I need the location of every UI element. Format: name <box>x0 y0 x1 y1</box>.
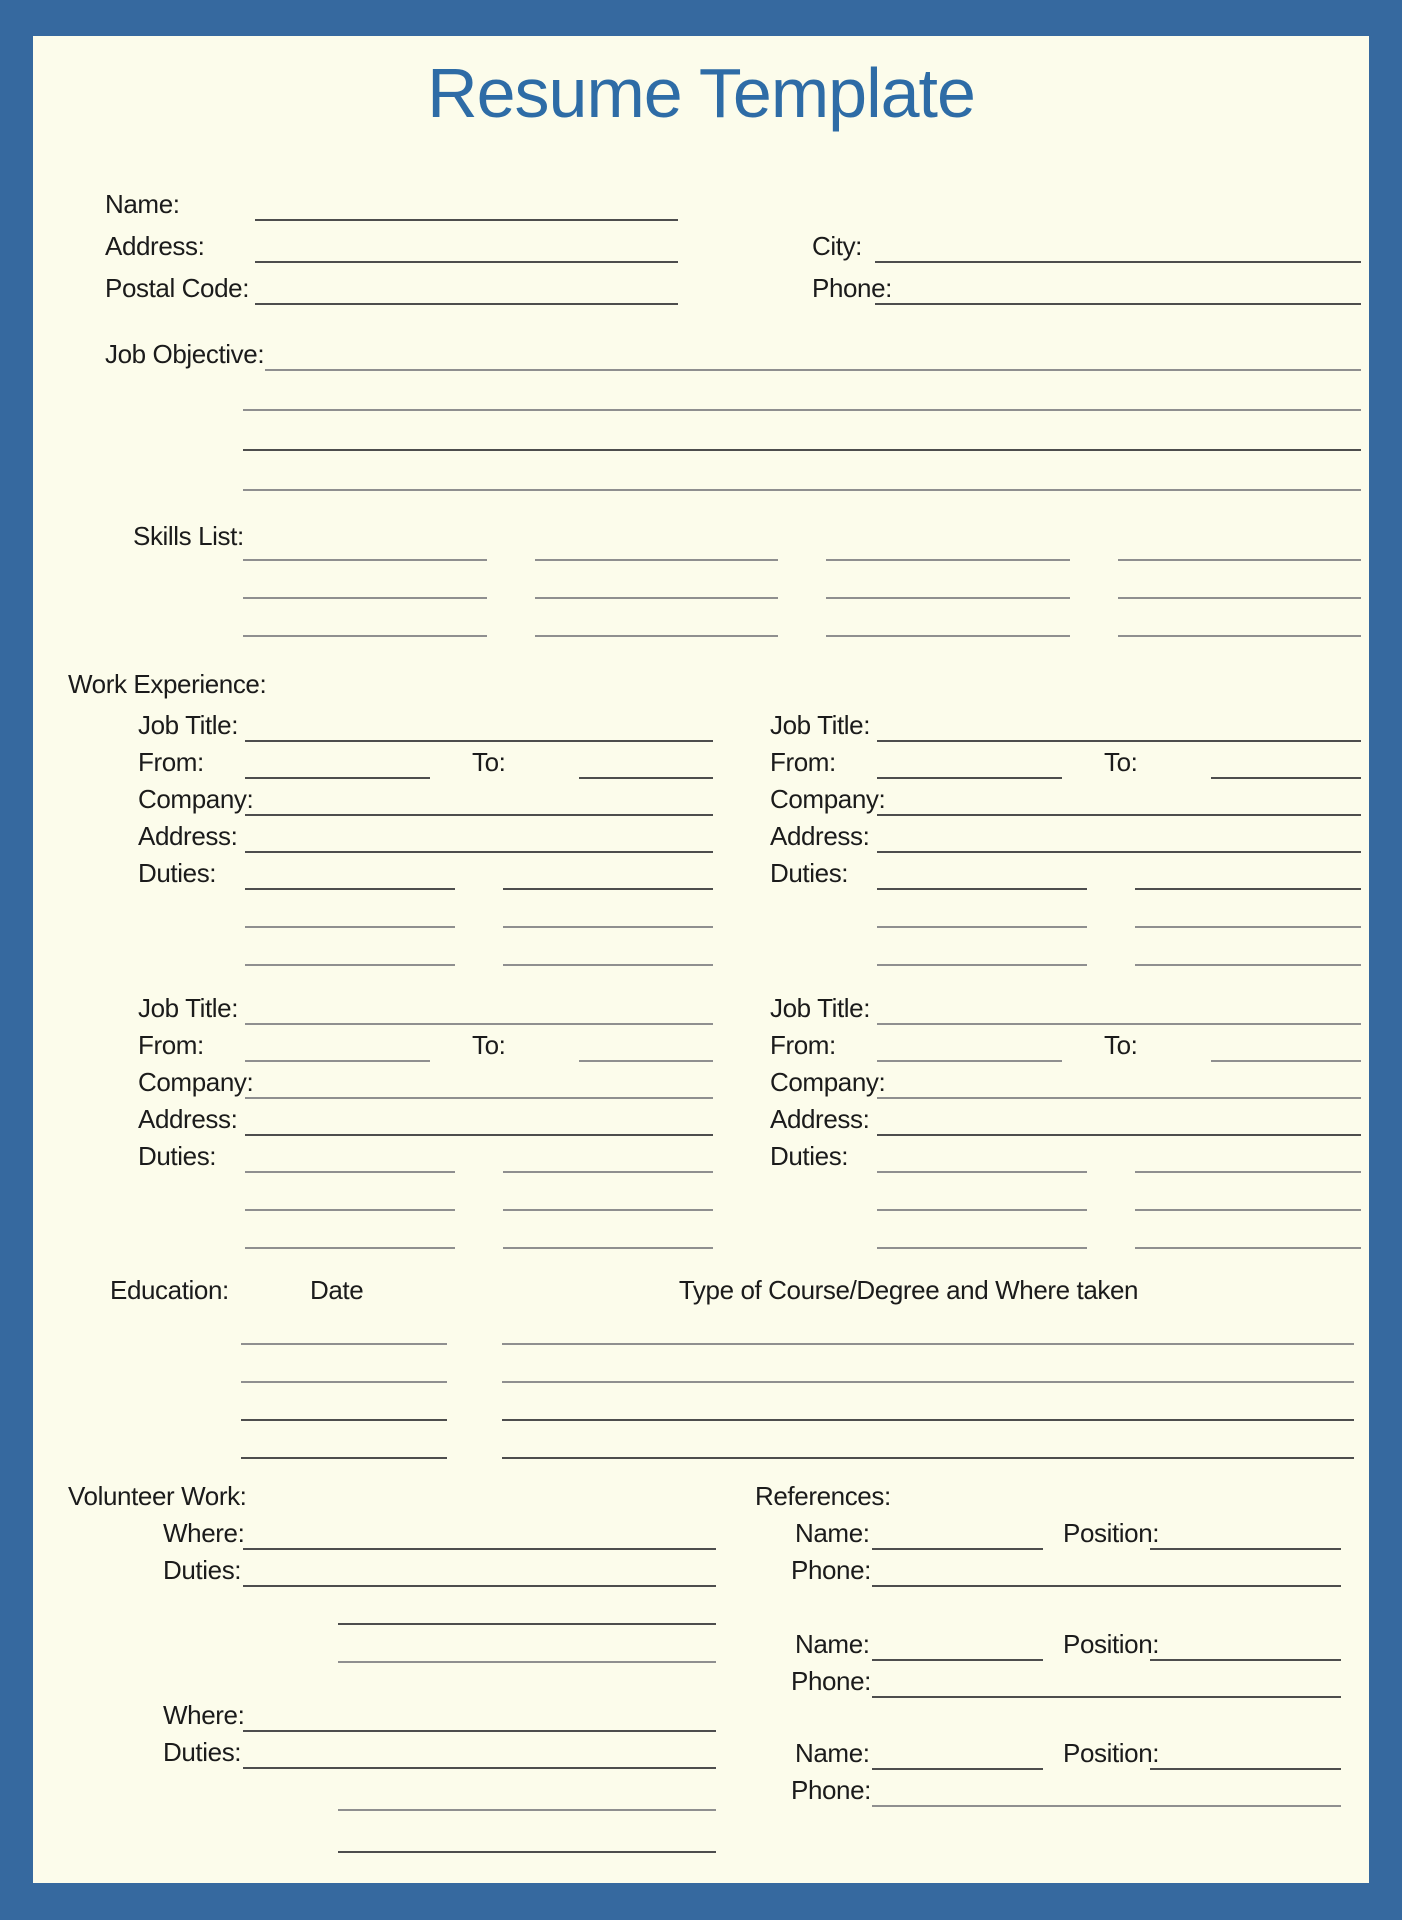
phone-label: Phone: <box>812 272 893 303</box>
blank-line <box>338 1661 716 1663</box>
volunteer-section <box>68 1479 716 1853</box>
skill-line <box>1118 523 1362 561</box>
from-label: From: <box>770 746 836 777</box>
address-label: Address: <box>138 820 238 851</box>
duty-line <box>1135 926 1361 928</box>
company-line <box>877 814 1361 816</box>
reference-position-label: Position: <box>1063 1737 1160 1768</box>
reference-position-line <box>1150 1659 1341 1661</box>
education-course-line <box>502 1343 1354 1345</box>
duty-line <box>503 1247 713 1249</box>
objective-section <box>105 329 1361 491</box>
duty-line <box>245 964 455 966</box>
job-objective-label: Job Objective: <box>105 338 265 369</box>
duty-line <box>503 1171 713 1173</box>
reference-name-line <box>872 1768 1043 1770</box>
duty-line <box>245 1247 455 1249</box>
city-line <box>875 261 1361 263</box>
where-label: Where: <box>163 1517 245 1548</box>
duty-line <box>877 964 1087 966</box>
duty-line <box>503 964 713 966</box>
duty-line <box>503 888 713 890</box>
duties-label: Duties: <box>138 857 217 888</box>
address-label: Address: <box>138 1103 238 1134</box>
name-line <box>255 219 678 221</box>
duty-line <box>503 926 713 928</box>
job-title-line <box>877 1023 1361 1025</box>
skill-line <box>1118 599 1362 637</box>
to-label: To: <box>1104 1029 1138 1060</box>
reference-name-line <box>872 1659 1043 1661</box>
to-line <box>579 1060 713 1062</box>
blank-line <box>243 451 1361 491</box>
skill-line <box>826 561 1070 599</box>
from-label: From: <box>138 746 204 777</box>
company-line <box>245 1097 713 1099</box>
address-line <box>877 851 1361 853</box>
address-line <box>245 1134 713 1136</box>
education-course-line <box>502 1419 1354 1421</box>
job-title-label: Job Title: <box>138 992 239 1023</box>
education-date-line <box>241 1457 447 1459</box>
reference-name-label: Name: <box>795 1737 870 1768</box>
phone-line <box>875 303 1361 305</box>
from-label: From: <box>770 1029 836 1060</box>
from-line <box>245 1060 430 1062</box>
to-line <box>1211 777 1361 779</box>
company-label: Company: <box>138 783 254 814</box>
address-line <box>255 261 678 263</box>
name-row <box>105 179 1361 221</box>
where-label: Where: <box>163 1699 245 1730</box>
duties-line <box>243 1585 716 1587</box>
education-date-line <box>241 1381 447 1383</box>
education-date-line <box>241 1419 447 1421</box>
reference-phone-line <box>872 1585 1341 1587</box>
work-block-3 <box>138 984 713 1249</box>
skill-line <box>243 599 487 637</box>
skill-line <box>535 599 779 637</box>
reference-name-label: Name: <box>795 1628 870 1659</box>
volunteer-work-heading: Volunteer Work: <box>68 1480 247 1511</box>
company-line <box>245 814 713 816</box>
blank-line <box>243 371 1361 411</box>
job-title-line <box>877 740 1361 742</box>
to-label: To: <box>472 1029 506 1060</box>
education-heading: Education: <box>110 1274 229 1305</box>
reference-position-line <box>1150 1548 1341 1550</box>
duty-line <box>877 888 1087 890</box>
work-block-1 <box>138 701 713 966</box>
education-section <box>105 1273 1361 1459</box>
address-label: Address: <box>770 1103 870 1134</box>
reference-position-label: Position: <box>1063 1628 1160 1659</box>
blank-line <box>338 1851 716 1853</box>
contact-section <box>105 179 1361 305</box>
duty-line <box>1135 964 1361 966</box>
skills-list-label: Skills List: <box>133 520 244 551</box>
where-line <box>243 1730 716 1732</box>
skills-grid <box>243 523 1361 637</box>
skill-line <box>1118 561 1362 599</box>
from-label: From: <box>138 1029 204 1060</box>
duties-label: Duties: <box>138 1140 217 1171</box>
address-line <box>245 851 713 853</box>
to-label: To: <box>1104 746 1138 777</box>
reference-phone-label: Phone: <box>791 1554 872 1585</box>
duties-label: Duties: <box>163 1736 242 1767</box>
reference-phone-label: Phone: <box>791 1774 872 1805</box>
name-label: Name: <box>105 188 180 219</box>
duty-line <box>245 926 455 928</box>
reference-phone-label: Phone: <box>791 1665 872 1696</box>
from-line <box>877 777 1062 779</box>
references-heading: References: <box>755 1480 891 1511</box>
job-title-label: Job Title: <box>770 992 871 1023</box>
objective-line <box>265 369 1361 371</box>
blank-line <box>338 1809 716 1811</box>
skills-section <box>105 520 1361 637</box>
from-line <box>245 777 430 779</box>
duty-line <box>877 926 1087 928</box>
education-date-header: Date <box>310 1274 364 1305</box>
skill-line <box>243 561 487 599</box>
duty-line <box>1135 1171 1361 1173</box>
reference-name-label: Name: <box>795 1517 870 1548</box>
company-label: Company: <box>770 783 886 814</box>
duty-line <box>1135 888 1361 890</box>
education-course-line <box>502 1381 1354 1383</box>
skill-line <box>826 599 1070 637</box>
skill-line <box>826 523 1070 561</box>
postal-code-label: Postal Code: <box>105 272 250 303</box>
references-section <box>755 1479 1361 1853</box>
resume-sheet <box>33 36 1369 1883</box>
page-title: Resume Template <box>427 54 975 132</box>
work-block-4 <box>770 984 1361 1249</box>
blank-line <box>243 411 1361 451</box>
skill-line <box>243 523 487 561</box>
reference-phone-line <box>872 1696 1341 1698</box>
duty-line <box>877 1247 1087 1249</box>
skill-line <box>535 561 779 599</box>
reference-position-label: Position: <box>1063 1517 1160 1548</box>
skill-line <box>535 523 779 561</box>
to-label: To: <box>472 746 506 777</box>
education-date-line <box>241 1343 447 1345</box>
duty-line <box>245 1209 455 1211</box>
reference-position-line <box>1150 1768 1341 1770</box>
work-blocks-row-1 <box>138 701 1361 966</box>
job-title-label: Job Title: <box>138 709 239 740</box>
to-line <box>1211 1060 1361 1062</box>
duty-line <box>1135 1247 1361 1249</box>
company-line <box>877 1097 1361 1099</box>
duty-line <box>877 1209 1087 1211</box>
education-course-header: Type of Course/Degree and Where taken <box>678 1274 1139 1305</box>
from-line <box>877 1060 1062 1062</box>
duty-line <box>877 1171 1087 1173</box>
work-block-2 <box>770 701 1361 966</box>
reference-name-line <box>872 1548 1043 1550</box>
company-label: Company: <box>770 1066 886 1097</box>
reference-phone-line <box>872 1805 1341 1807</box>
postal-row <box>105 263 1361 305</box>
work-blocks-row-2 <box>138 984 1361 1249</box>
duty-line <box>503 1209 713 1211</box>
city-label: City: <box>812 230 863 261</box>
duties-label: Duties: <box>770 1140 849 1171</box>
education-course-line <box>502 1457 1354 1459</box>
work-experience-heading: Work Experience: <box>68 668 267 699</box>
address-line <box>877 1134 1361 1136</box>
duties-label: Duties: <box>163 1554 242 1585</box>
postal-code-line <box>255 303 678 305</box>
duty-line <box>245 1171 455 1173</box>
address-label: Address: <box>770 820 870 851</box>
job-title-label: Job Title: <box>770 709 871 740</box>
duties-label: Duties: <box>770 857 849 888</box>
duty-line <box>245 888 455 890</box>
company-label: Company: <box>138 1066 254 1097</box>
duty-line <box>1135 1209 1361 1211</box>
where-line <box>243 1548 716 1550</box>
address-label: Address: <box>105 230 205 261</box>
blank-line <box>338 1623 716 1625</box>
job-title-line <box>245 740 713 742</box>
bottom-section <box>68 1479 1361 1853</box>
address-row <box>105 221 1361 263</box>
job-title-line <box>245 1023 713 1025</box>
to-line <box>579 777 713 779</box>
duties-line <box>243 1767 716 1769</box>
